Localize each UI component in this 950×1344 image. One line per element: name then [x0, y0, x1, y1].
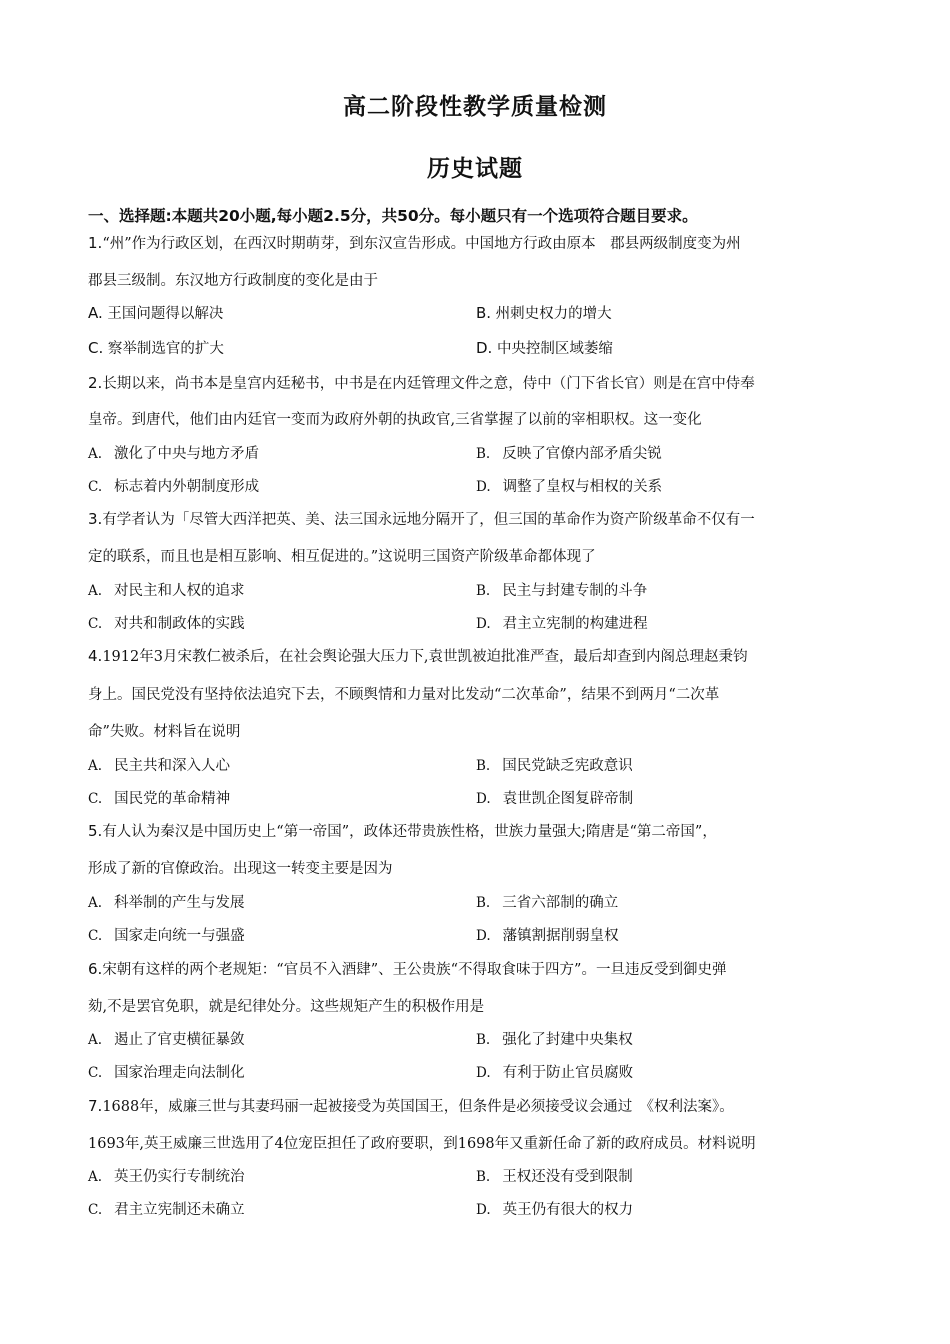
question-4-option-a: A. 民主共和深入人心: [88, 758, 231, 774]
question-4-number: 4.: [88, 647, 103, 665]
question-1-line-1: 1.“州”作为行政区划，在西汉时期萌芽，到东汉宣告形成。中国地方行政由原本 郡县两级制度变为州: [88, 234, 741, 252]
question-1-option-c: C. 察举制选官的扩大: [88, 339, 224, 357]
question-4-option-c: C. 国民党的革命精神: [88, 791, 231, 807]
question-4-option-b: B. 国民党缺乏宪政意识: [476, 758, 633, 774]
exam-title: 高二阶段性教学质量检测: [343, 94, 607, 120]
question-1-line-2: 郡县三级制。东汉地方行政制度的变化是由于: [88, 273, 378, 289]
question-3-line-2: 定的联系，而且也是相互影响、相互促进的。”这说明三国资产阶级革命都体现了: [88, 549, 596, 565]
question-6-option-c: C. 国家治理走向法制化: [88, 1065, 245, 1081]
question-3-option-b: B. 民主与封建专制的斗争: [476, 583, 648, 599]
question-5-line-2: 形成了新的官僚政治。出现这一转变主要是因为: [88, 861, 393, 877]
question-6-line-2: 劾,不是罢官免职，就是纪律处分。这些规矩产生的积极作用是: [88, 999, 485, 1015]
exam-subject-title: 历史试题: [427, 156, 523, 182]
question-2-number: 2.: [88, 374, 103, 392]
question-7-option-b: B. 王权还没有受到限制: [476, 1169, 633, 1185]
question-1-option-d: D. 中央控制区域萎缩: [476, 339, 613, 357]
question-1-option-a: A. 王国问题得以解决: [88, 304, 224, 322]
question-3-line-1: 3.有学者认为「尽管大西洋把英、美、法三国永远地分隔开了，但三国的革命作为资产阶级革命不仅有一: [88, 510, 755, 528]
question-4-option-d: D. 袁世凯企图复辟帝制: [476, 791, 634, 807]
question-3-number: 3.: [88, 510, 103, 528]
question-1-option-b: B. 州刺史权力的增大: [476, 304, 612, 322]
question-4-line-3: 命”失败。材料旨在说明: [88, 724, 241, 740]
question-7-option-a: A. 英王仍实行专制统治: [88, 1169, 245, 1185]
question-6-option-b: B. 强化了封建中央集权: [476, 1032, 633, 1048]
question-3-option-c: C. 对共和制政体的实践: [88, 616, 245, 632]
question-6-number: 6.: [88, 960, 103, 978]
question-2-option-a: A. 激化了中央与地方矛盾: [88, 446, 260, 462]
question-4-line-2: 身上。国民党没有坚持依法追究下去，不顾舆情和力量对比发动“二次革命”，结果不到两月“二次革: [88, 687, 720, 703]
question-2-option-d: D. 调整了皇权与相权的关系: [476, 479, 663, 495]
question-2-option-c: C. 标志着内外朝制度形成: [88, 479, 260, 495]
question-6-option-a: A. 遏止了官吏横征暴敛: [88, 1032, 245, 1048]
question-5-line-1: 5.有人认为秦汉是中国历史上“第一帝国”，政体还带贵族性格，世族力量强大;隋唐是“第二帝国”，: [88, 822, 717, 840]
question-5-option-a: A. 科举制的产生与发展: [88, 895, 245, 911]
question-7-number: 7.: [88, 1097, 103, 1115]
question-5-option-b: B. 三省六部制的确立: [476, 895, 619, 911]
question-3-option-d: D. 君主立宪制的构建进程: [476, 616, 648, 632]
question-5-number: 5.: [88, 822, 103, 840]
question-3-option-a: A. 对民主和人权的追求: [88, 583, 245, 599]
question-2-line-2: 皇帝。到唐代，他们由内廷官一变而为政府外朝的执政官,三省掌握了以前的宰相职权。这一变化: [88, 412, 702, 428]
question-7-line-1: 7.1688年，威廉三世与其妻玛丽一起被接受为英国国王，但条件是必须接受议会通过 《权利法案》。: [88, 1097, 734, 1115]
question-5-option-d: D. 藩镇割据削弱皇权: [476, 928, 619, 944]
question-7-line-2: 1693年,英王威廉三世选用了4位宠臣担任了政府要职，到1698年又重新任命了新的政府成员。材料说明: [88, 1136, 756, 1152]
question-2-option-b: B. 反映了官僚内部矛盾尖锐: [476, 446, 662, 462]
question-6-line-1: 6.宋朝有这样的两个老规矩：“官员不入酒肆”、王公贵族“不得取食味于四方”。一旦违反受到御史弹: [88, 960, 727, 978]
question-6-option-d: D. 有利于防止官员腐败: [476, 1065, 634, 1081]
question-7-option-c: C. 君主立宪制还未确立: [88, 1202, 245, 1218]
question-2-line-1: 2.长期以来，尚书本是皇宫内廷秘书，中书是在内廷管理文件之意，侍中（门下省长官）则是在宫中侍奉: [88, 374, 755, 392]
section-heading: 一、选择题:本题共20小题,每小题2.5分，共50分。每小题只有一个选项符合题目要求。: [88, 207, 698, 225]
question-4-line-1: 4.1912年3月宋教仁被杀后，在社会舆论强大压力下,袁世凯被迫批准严查，最后却查到内阁总理赵秉钧: [88, 647, 748, 665]
question-1-number: 1.: [88, 234, 103, 252]
question-7-option-d: D. 英王仍有很大的权力: [476, 1202, 634, 1218]
question-5-option-c: C. 国家走向统一与强盛: [88, 928, 245, 944]
